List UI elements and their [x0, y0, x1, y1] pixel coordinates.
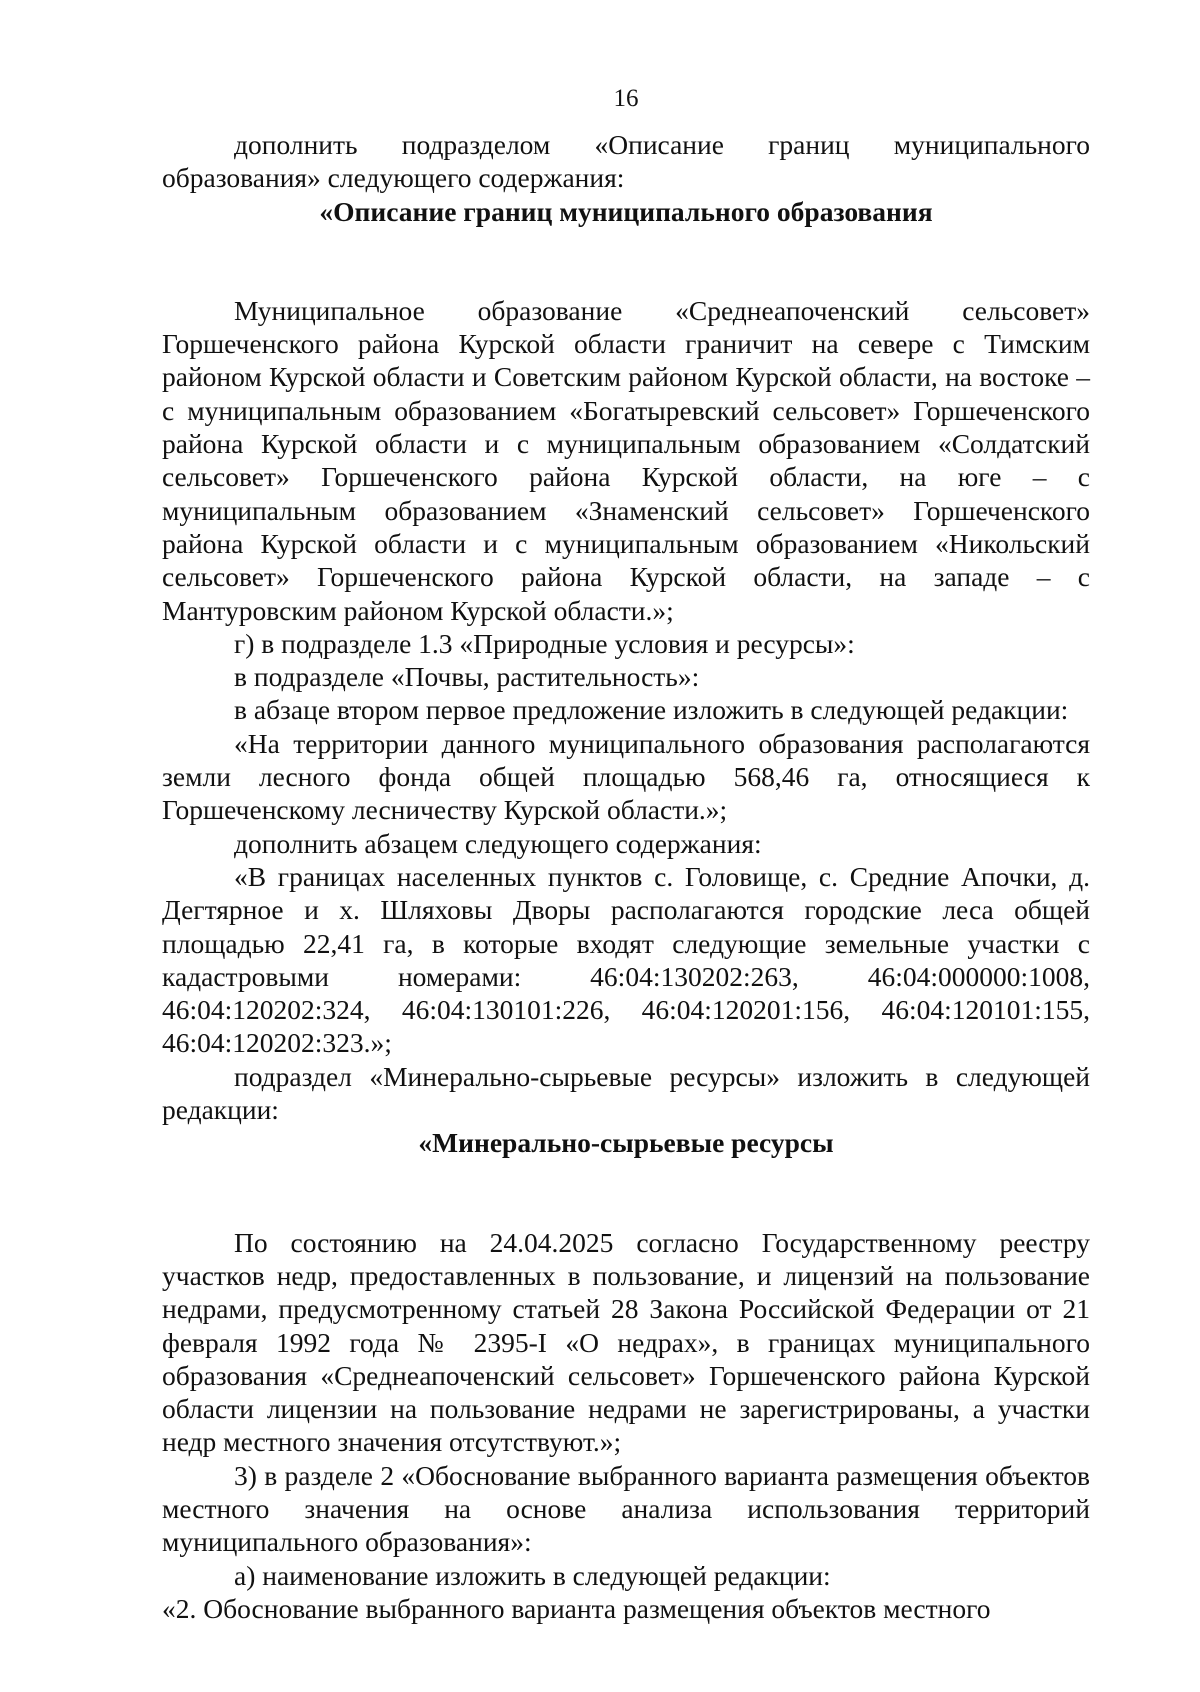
paragraph: а) наименование изложить в следующей редакции: — [234, 1559, 831, 1591]
paragraph: 3) в разделе 2 «Обоснование выбранного варианта размещения объектов местного значения на основе анализа использования территорий муниципального образования»: — [162, 1459, 1090, 1558]
page-number: 16 — [613, 85, 639, 112]
paragraph: «2. Обоснование выбранного варианта размещения объектов местного — [162, 1592, 991, 1624]
document-body — [162, 128, 1090, 1625]
section-heading: «Описание границ муниципального образования — [319, 195, 933, 227]
paragraph: в абзаце втором первое предложение изложить в следующей редакции: — [234, 694, 1069, 726]
paragraph: «В границах населенных пунктов с. Головище, с. Средние Апочки, д. Дегтярное и х. Шляховы Дворы располагаются городские леса общей площадью 22,41 га, в которые входят следующие земельные участки с кадастровыми номерами: 46:04:130202:263, 46:04:000000:1008, 46:04:120202:324, 46:04:130101:226, 46:04:120201:156, 46:04:120101:155, 46:04:120202:323.»; — [162, 860, 1090, 1059]
paragraph: г) в подразделе 1.3 «Природные условия и ресурсы»: — [234, 627, 855, 659]
paragraph: По состоянию на 24.04.2025 согласно Государственному реестру участков недр, предоставленных в пользование, и лицензий на пользование недрами, предусмотренному статьей 28 Закона Российской Федерации от 21 февраля 1992 года № 2395-I «О недрах», в границах муниципального образования «Среднеапоченский сельсовет» Горшеченского района Курской области лицензии на пользование недрами не зарегистрированы, а участки недр местного значения отсутствуют.»; — [162, 1226, 1090, 1458]
paragraph: дополнить подразделом «Описание границ муниципального образования» следующего содержания: — [162, 129, 1090, 194]
paragraph: Муниципальное образование «Среднеапоченский сельсовет» Горшеченского района Курской области граничит на севере с Тимским районом Курской области и Советским районом Курской области, на востоке – с муниципальным образованием «Богатыревский сельсовет» Горшеченского района Курской области и с муниципальным образованием «Солдатский сельсовет» Горшеченского района Курской области, на юге – с муниципальным образованием «Знаменский сельсовет» Горшеченского района Курской области и с муниципальным образованием «Никольский сельсовет» Горшеченского района Курской области, на западе – с Мантуровским районом Курской области.»; — [162, 294, 1090, 626]
paragraph: в подразделе «Почвы, растительность»: — [234, 661, 700, 693]
paragraph-gap — [162, 1176, 1090, 1210]
paragraph: «На территории данного муниципального образования располагаются земли лесного фонда общей площадью 568,46 га, относящиеся к Горшеченскому лесничеству Курской области.»; — [162, 727, 1090, 826]
paragraph: дополнить абзацем следующего содержания: — [234, 827, 762, 859]
section-heading: «Минерально-сырьевые ресурсы — [418, 1127, 834, 1159]
paragraph-gap — [162, 244, 1090, 278]
paragraph: подраздел «Минерально-сырьевые ресурсы» изложить в следующей редакции: — [162, 1060, 1090, 1126]
